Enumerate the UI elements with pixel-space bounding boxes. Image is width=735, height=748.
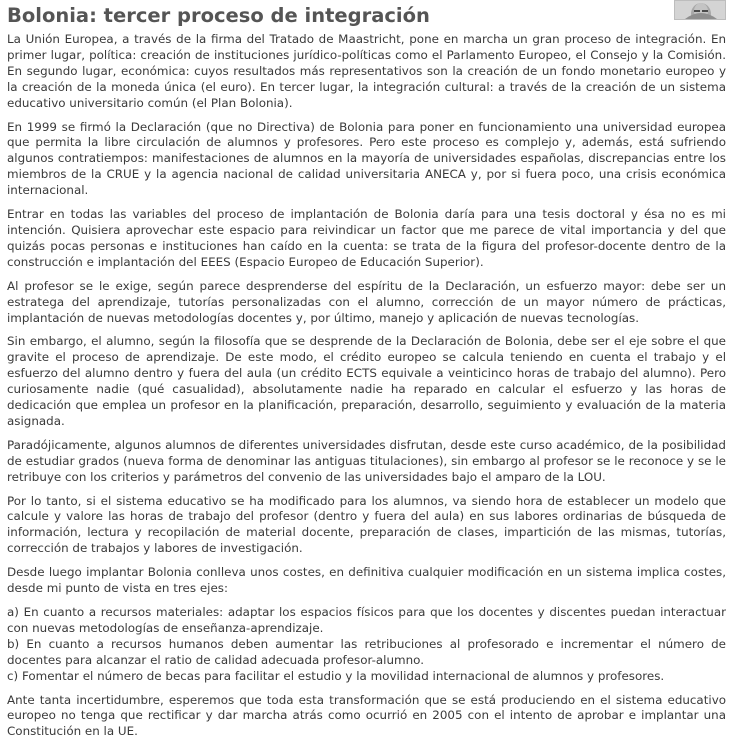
paragraph: Entrar en todas las variables del proceso de implantación de Bolonia daría para una tesis doctoral y ésa no es mi intención. Quisiera aprovechar este espacio para reivindicar un factor que me parece de vital importancia y del que quizás pocas personas e instituciones han caído en la cuenta: se trata de la figura del profesor-docente dentro de la construcción e implantación del EEES (Espacio Europeo de Educación Superior). bbox=[7, 207, 726, 269]
list-item: a) En cuanto a recursos materiales: adaptar los espacios físicos para que los docentes y discentes puedan interactuar con nuevas metodologías de enseñanza-aprendizaje. bbox=[7, 605, 726, 635]
author-avatar[interactable] bbox=[674, 0, 726, 20]
list-item: c) Fomentar el número de becas para facilitar el estudio y la movilidad internacional de alumnos y profesores. bbox=[7, 668, 665, 683]
article-title: Bolonia: tercer proceso de integración bbox=[7, 4, 430, 27]
list-item: b) En cuanto a recursos humanos deben aumentar las retribuciones al profesorado e incrementar el número de docentes para alcanzar el ratio de calidad adecuada profesor-alumno. bbox=[7, 636, 726, 667]
article-body bbox=[7, 32, 726, 740]
paragraph: En 1999 se firmó la Declaración (que no Directiva) de Bolonia para poner en funcionamiento una universidad europea que permita la libre circulación de alumnos y profesores. Pero este proceso es complejo y, además, está sufriendo algunos contratiempos: manifestaciones de alumnos en la mayoría de universidades españolas, discrepancias entre los miembros de la CRUE y la agencia nacional de calidad universitaria ANECA y, por si fuera poco, una crisis económica internacional. bbox=[7, 119, 726, 198]
author-photo-icon bbox=[675, 1, 725, 19]
paragraph: Por lo tanto, si el sistema educativo se ha modificado para los alumnos, va siendo hora de establecer un modelo que calcule y valore las horas de trabajo del profesor (dentro y fuera del aula) en sus labores ordinarias de búsqueda de información, lectura y recopilación de material docente, preparación de clases, impartición de las mismas, tutorías, corrección de trabajos y labores de investigación. bbox=[7, 493, 726, 556]
paragraph: Sin embargo, el alumno, según la filosofía que se desprende de la Declaración de Bolonia, debe ser el eje sobre el que gravite el proceso de aprendizaje. De este modo, el crédito europeo se calcula teniendo en cuenta el trabajo y el esfuerzo del alumno dentro y fuera del aula (un crédito ECTS equivale a veinticinco horas de trabajo del alumno). Pero curiosamente nadie (qué casualidad), absolutamente nadie ha reparado en calcular el esfuerzo y las horas de dedicación que emplea un profesor en la planificación, preparación, desarrollo, seguimiento y evaluación de la materia asignada. bbox=[7, 334, 726, 428]
article bbox=[7, 0, 726, 748]
closing-paragraph: Ante tanta incertidumbre, esperemos que toda esta transformación que se está produciendo en el sistema educativo europeo no tenga que rectificar y dar marcha atrás como ocurrió en 2005 con el intento de aprobar e implantar una Constitución en la UE. bbox=[7, 692, 726, 739]
paragraph: Paradójicamente, algunos alumnos de diferentes universidades disfrutan, desde este curso académico, de la posibilidad de estudiar grados (nueva forma de denominar las antiguas titulaciones), sin embargo al profesor se le reconoce y se le retribuye con los criterios y parámetros del convenio de las universidades bajo el amparo de la LOU. bbox=[7, 437, 726, 484]
paragraph: La Unión Europea, a través de la firma del Tratado de Maastricht, pone en marcha un gran proceso de integración. En primer lugar, política: creación de instituciones jurídico-políticas como el Parlamento Europeo, el Consejo y la Comisión. En segundo lugar, económica: cuyos resultados más representativos son la creación de un fondo monetario europeo y la creación de la moneda única (el euro). En tercer lugar, la integración cultural: a través de la creación de un sistema educativo universitario común (el Plan Bolonia). bbox=[7, 32, 726, 110]
paragraph: Desde luego implantar Bolonia conlleva unos costes, en definitiva cualquier modificación en un sistema implica costes, desde mi punto de vista en tres ejes: bbox=[7, 565, 726, 596]
paragraph: Al profesor se le exige, según parece desprenderse del espíritu de la Declaración, un esfuerzo mayor: debe ser un estratega del aprendizaje, tutorías personalizadas con el alumno, corrección de un mayor número de prácticas, implantación de nuevas metodologías docentes y, por último, manejo y aplicación de nuevas tecnologías. bbox=[7, 278, 726, 325]
